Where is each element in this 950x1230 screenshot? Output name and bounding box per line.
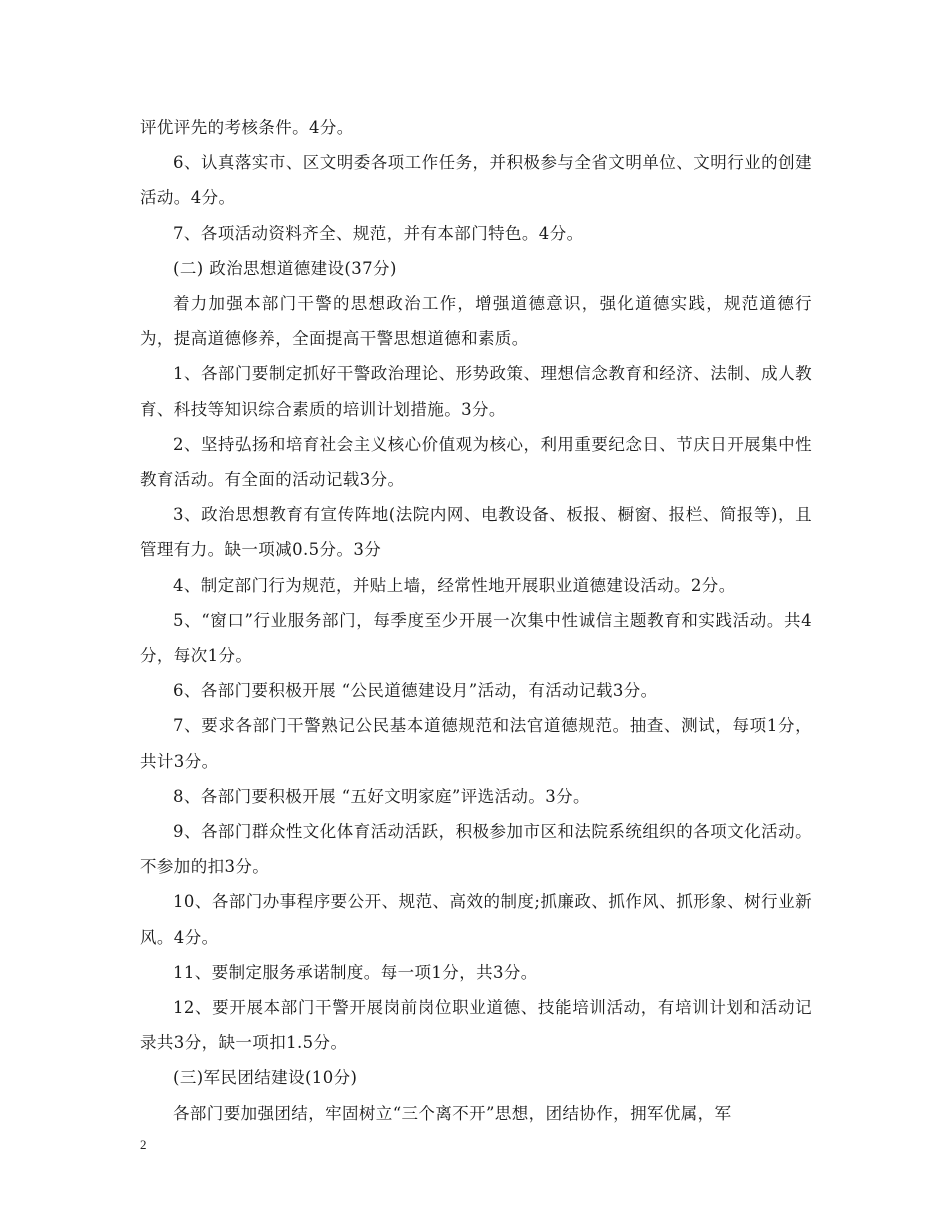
page-number: 2 (140, 1137, 147, 1152)
paragraph-5: 着力加强本部门干警的思想政治工作，增强道德意识，强化道德实践，规范道德行为，提高道德修养，全面提高干警思想道德和素质。 (140, 294, 812, 349)
paragraph-11: 6、各部门要积极开展 “公民道德建设月”活动，有活动记载3分。 (173, 681, 658, 701)
paragraph-13: 8、各部门要积极开展 “五好文明家庭”评选活动。3分。 (173, 786, 590, 806)
paragraph-17: 12、要开展本部门干警开展岗前岗位职业道德、技能培训活动，有培训计划和活动记录共3分，缺一项扣1.5分。 (140, 998, 812, 1053)
section-heading-3: (三)军民团结建设(10分) (173, 1068, 358, 1088)
paragraph-7: 2、坚持弘扬和培育社会主义核心价值观为核心，利用重要纪念日、节庆日开展集中性教育活动。有全面的活动记载3分。 (140, 434, 812, 490)
paragraph-10: 5、“窗口”行业服务部门，每季度至少开展一次集中性诚信主题教育和实践活动。共4分，每次1分。 (140, 610, 812, 666)
section-heading-2: (二) 政治思想道德建设(37分) (173, 258, 397, 278)
paragraph-15: 10、各部门办事程序要公开、规范、高效的制度;抓廉政、抓作风、抓形象、树行业新风。4分。 (140, 892, 812, 947)
paragraph-14: 9、各部门群众性文化体育活动活跃，积极参加市区和法院系统组织的各项文化活动。不参加的扣3分。 (140, 822, 812, 877)
paragraph-1: 评优评先的考核条件。4分。 (140, 118, 354, 137)
paragraph-2: 6、认真落实市、区文明委各项工作任务，并积极参与全省文明单位、文明行业的创建活动。4分。 (140, 153, 812, 208)
paragraph-6: 1、各部门要制定抓好干警政治理论、形势政策、理想信念教育和经济、法制、成人教育、科技等知识综合素质的培训计划措施。3分。 (140, 364, 812, 419)
paragraph-8: 3、政治思想教育有宣传阵地(法院内网、电教设备、板报、橱窗、报栏、简报等)，且管理有力。缺一项减0.5分。3分 (140, 505, 812, 560)
paragraph-9: 4、制定部门行为规范，并贴上墙，经常性地开展职业道德建设活动。2分。 (173, 575, 736, 595)
document-body (140, 110, 812, 1131)
paragraph-19: 各部门要加强团结，牢固树立“三个离不开”思想，团结协作，拥军优属，军 (173, 1103, 732, 1123)
paragraph-16: 11、要制定服务承诺制度。每一项1分，共3分。 (173, 962, 538, 982)
paragraph-3: 7、各项活动资料齐全、规范，并有本部门特色。4分。 (173, 223, 584, 243)
paragraph-12: 7、要求各部门干警熟记公民基本道德规范和法官道德规范。抽查、测试，每项1分，共计3分。 (140, 716, 812, 771)
